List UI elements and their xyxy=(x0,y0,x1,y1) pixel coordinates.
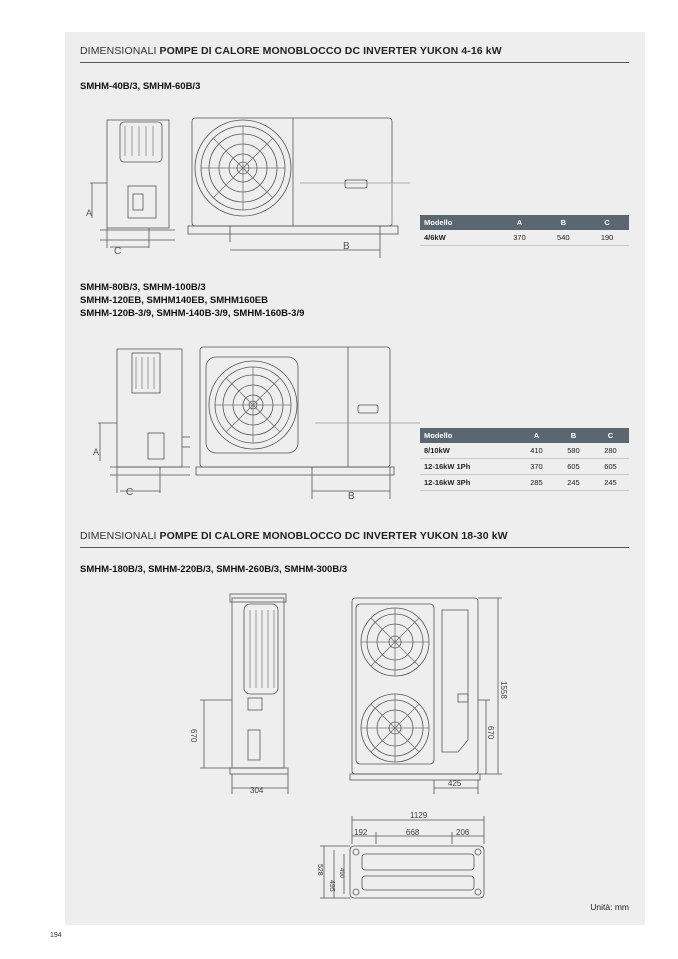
section-2-title xyxy=(80,530,508,542)
front-view-body xyxy=(192,118,392,226)
dim-front-mid: 670 xyxy=(486,726,495,740)
table-cell: 8/10kW xyxy=(420,443,518,459)
section-1-title xyxy=(80,45,502,57)
table-cell: 370 xyxy=(498,230,542,246)
label-c: C xyxy=(114,246,122,257)
table-cell: 410 xyxy=(518,443,555,459)
table-cell: 12-16kW 3Ph xyxy=(420,475,518,491)
table-header-row xyxy=(420,215,629,230)
group-1-models xyxy=(80,80,200,93)
drawing-3-views xyxy=(190,590,510,800)
model-line: SMHM-180B/3, SMHM-220B/3, SMHM-260B/3, SMHM-300B/3 xyxy=(80,564,348,575)
table-row xyxy=(420,230,629,246)
col-header: A xyxy=(498,215,542,230)
col-header: B xyxy=(555,428,592,443)
dim-side-height: 670 xyxy=(189,729,198,743)
table-cell: 605 xyxy=(592,459,629,475)
dim-top-mid: 668 xyxy=(406,828,420,837)
table-cell: 190 xyxy=(585,230,629,246)
side-view-body xyxy=(117,349,182,467)
table-cell: 285 xyxy=(518,475,555,491)
dim-top-h3: 490 xyxy=(338,868,344,879)
table-cell: 370 xyxy=(518,459,555,475)
col-header: Modello xyxy=(420,215,498,230)
side-view-body xyxy=(107,120,169,228)
table-row xyxy=(420,443,629,459)
section-1-rule xyxy=(80,62,629,63)
table-cell: 245 xyxy=(592,475,629,491)
group-2-models xyxy=(80,281,304,320)
label-b: B xyxy=(348,491,355,502)
section-1-label: DIMENSIONALI xyxy=(80,45,157,57)
model-line: SMHM-80B/3, SMHM-100B/3 xyxy=(80,282,206,293)
table-row xyxy=(420,459,629,475)
model-line: SMHM-120EB, SMHM140EB, SMHM160EB xyxy=(80,295,268,306)
table-cell: 605 xyxy=(555,459,592,475)
dim-top-total: 1129 xyxy=(410,811,428,820)
section-2-label: DIMENSIONALI xyxy=(80,530,157,542)
table-cell: 245 xyxy=(555,475,592,491)
drawing-1 xyxy=(80,108,420,263)
section-2-rule xyxy=(80,547,629,548)
front-view-body xyxy=(200,347,390,467)
label-b: B xyxy=(343,241,350,252)
group-3-models xyxy=(80,563,347,576)
label-a: A xyxy=(86,208,93,218)
dim-top-h1: 528 xyxy=(316,864,323,876)
col-header: C xyxy=(585,215,629,230)
table-row xyxy=(420,475,629,491)
col-header: C xyxy=(592,428,629,443)
col-header: B xyxy=(541,215,585,230)
unit-note: Unità: mm xyxy=(590,902,629,912)
table-header-row xyxy=(420,428,629,443)
table-cell: 580 xyxy=(555,443,592,459)
label-c: C xyxy=(126,487,134,498)
dimension-table-1 xyxy=(420,215,629,246)
table-cell: 12-16kW 1Ph xyxy=(420,459,518,475)
dim-top-left: 192 xyxy=(354,828,368,837)
col-header: Modello xyxy=(420,428,518,443)
table-cell: 540 xyxy=(541,230,585,246)
section-2-heading: POMPE DI CALORE MONOBLOCCO DC INVERTER YUKON 18-30 kW xyxy=(159,530,508,542)
drawing-2 xyxy=(90,343,420,503)
col-header: A xyxy=(518,428,555,443)
dim-side-depth: 304 xyxy=(250,786,264,795)
dim-top-h2: 495 xyxy=(328,880,335,892)
dim-front-height: 1558 xyxy=(499,681,508,699)
section-1-heading: POMPE DI CALORE MONOBLOCCO DC INVERTER YUKON 4-16 kW xyxy=(159,45,502,57)
table-cell: 4/6kW xyxy=(420,230,498,246)
table-cell: 280 xyxy=(592,443,629,459)
dim-top-right: 206 xyxy=(456,828,470,837)
drawing-3-top-view xyxy=(300,808,500,908)
side-view-body xyxy=(232,598,284,768)
page-number: 194 xyxy=(50,932,62,939)
model-line: SMHM-40B/3, SMHM-60B/3 xyxy=(80,81,201,92)
model-line: SMHM-120B-3/9, SMHM-140B-3/9, SMHM-160B-3/9 xyxy=(80,308,305,319)
dim-front-width: 425 xyxy=(448,779,462,788)
dimension-table-2 xyxy=(420,428,629,491)
label-a: A xyxy=(93,447,100,457)
